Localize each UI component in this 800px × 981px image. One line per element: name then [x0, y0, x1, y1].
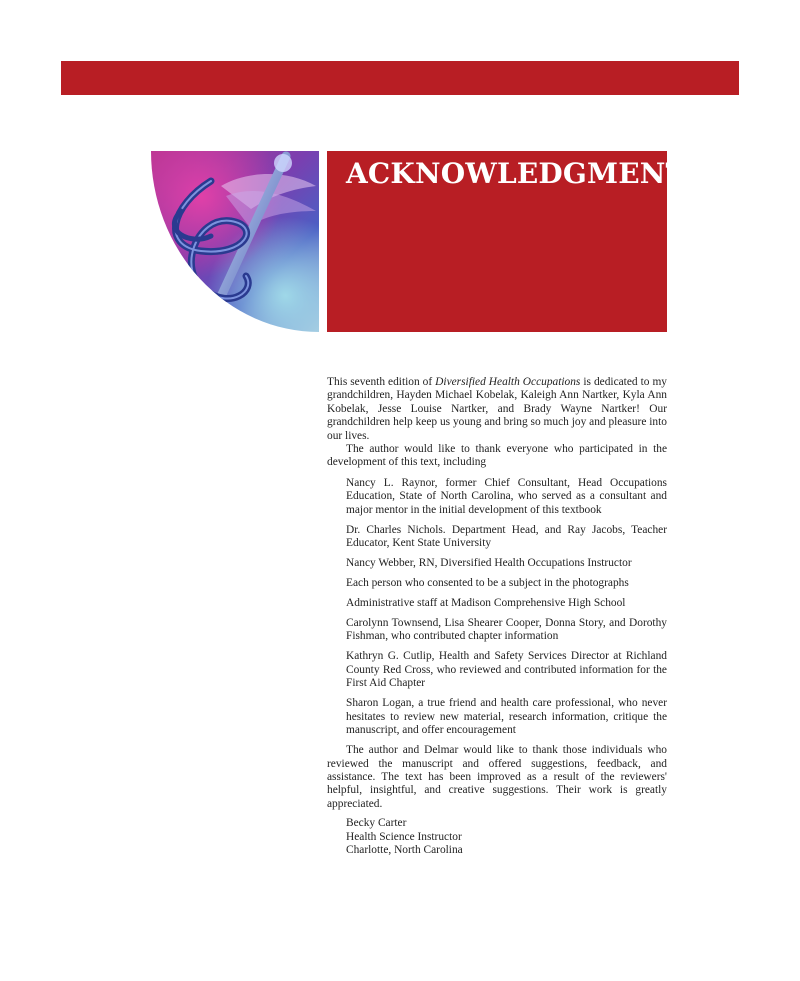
list-item: Sharon Logan, a true friend and health care professional, who never hesitates to review new material, research information, critique the manuscript, and offer encouragement [346, 697, 667, 737]
closing-paragraph: The author and Delmar would like to thank those individuals who reviewed the manuscript and offered suggestions, feedback, and assistance. The text has been improved as a result of the reviewers' helpful, insightful, and creative suggestions. Their work is greatly appreciated. [327, 744, 667, 810]
signature-role: Health Science Instructor [346, 830, 462, 843]
signature-location: Charlotte, North Carolina [346, 843, 463, 856]
list-item: Each person who consented to be a subject in the photographs [346, 577, 629, 590]
list-item: Kathryn G. Cutlip, Health and Safety Services Director at Richland County Red Cross, who reviewed and contributed information for the First Aid Chapter [346, 650, 667, 690]
page-title: ACKNOWLEDGMENTS [346, 157, 707, 190]
contributors-list [346, 477, 667, 738]
dedication-paragraph [327, 376, 667, 443]
book-title: Diversified Health Occupations [435, 376, 581, 388]
signature-name: Becky Carter [346, 817, 407, 830]
signature-block [346, 817, 667, 857]
caduceus-icon [151, 151, 319, 332]
list-item: Nancy L. Raynor, former Chief Consultant, Head Occupations Education, State of North Carolina, who served as a consultant and major mentor in the initial development of this textbook [346, 476, 667, 516]
list-item: Nancy Webber, RN, Diversified Health Occupations Instructor [346, 557, 632, 570]
caduceus-image [151, 151, 319, 332]
list-item: Carolynn Townsend, Lisa Shearer Cooper, Donna Story, and Dorothy Fishman, who contributed chapter information [346, 617, 667, 643]
list-item: Dr. Charles Nichols. Department Head, and Ray Jacobs, Teacher Educator, Kent State University [346, 523, 667, 550]
thanks-paragraph: The author would like to thank everyone who participated in the development of this text, including [327, 443, 667, 469]
dedication-text-end: is dedicated to my grandchildren, Hayden Michael Kobelak, Kaleigh Ann Nartker, Kyla Ann Kobelak, Jesse Louise Nartker, and Brady Wayne Nartker! Our grandchildren help keep us young and bring so much joy and pleasure into our lives. [327, 376, 668, 442]
dedication-text: This seventh edition of [327, 376, 436, 388]
list-item: Administrative staff at Madison Comprehensive High School [346, 597, 626, 610]
title-panel [327, 151, 707, 332]
header-bar [61, 61, 739, 95]
acknowledgments-body [327, 376, 667, 857]
